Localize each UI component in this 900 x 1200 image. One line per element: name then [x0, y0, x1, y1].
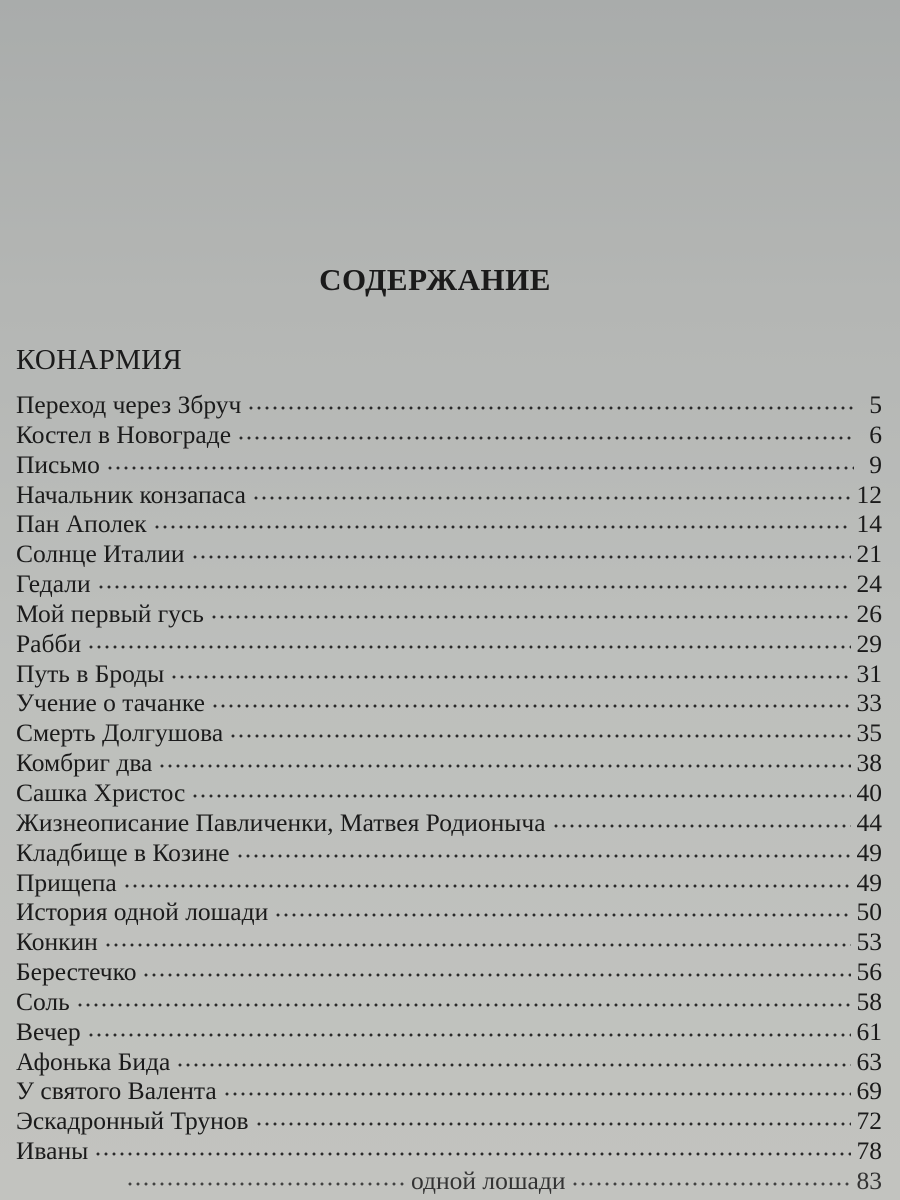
- toc-entry-title: Кладбище в Козине: [16, 837, 230, 867]
- toc-entry-title: Рабби: [16, 628, 82, 658]
- toc-entry: [16, 987, 882, 1017]
- toc-entry-title: Путь в Броды: [16, 658, 165, 688]
- dot-leader: [176, 1061, 850, 1069]
- toc-entry-page: 69: [856, 1076, 882, 1106]
- toc-entry-page: 6: [869, 419, 882, 449]
- toc-entry-page: 31: [856, 658, 882, 688]
- toc-entry: [16, 868, 882, 898]
- dot-leader: [571, 1180, 850, 1188]
- dot-leader: [87, 643, 850, 651]
- toc-entry-page: 40: [856, 777, 882, 807]
- toc-entry-page: 24: [856, 569, 882, 599]
- toc-entry-title: Мой первый гусь: [16, 598, 204, 628]
- toc-entry-page: 9: [869, 449, 882, 479]
- toc-entry-page: 58: [856, 986, 882, 1016]
- dot-leader: [252, 494, 851, 502]
- dot-leader: [170, 673, 850, 681]
- toc-entry-page: 44: [856, 807, 882, 837]
- toc-entry-title: Афонька Бида: [16, 1046, 171, 1076]
- toc-entry-page: 56: [856, 957, 882, 987]
- toc-entry-title: Учение о тачанке: [16, 688, 205, 718]
- dot-leader: [211, 702, 851, 710]
- toc-entry: [16, 808, 882, 838]
- toc-entry-page: 63: [856, 1046, 882, 1076]
- toc-entry-page: 49: [856, 867, 882, 897]
- toc-entry-title: Берестечко: [16, 957, 137, 987]
- toc-entry: [16, 748, 882, 778]
- toc-entry-title: Солнце Италии: [16, 539, 185, 569]
- toc-entry-title: Прищепа: [16, 867, 117, 897]
- toc-entry-title: Жизнеописание Павличенки, Матвея Родионыча: [16, 807, 546, 837]
- toc-entry-page: 38: [856, 748, 882, 778]
- toc-entry-title: Переход через Збруч: [16, 390, 242, 419]
- dot-leader: [552, 822, 851, 830]
- toc-entry-title: Гедали: [16, 569, 91, 599]
- toc-entry-title: У святого Валента: [16, 1076, 217, 1106]
- toc-entry-page: 29: [856, 628, 882, 658]
- toc-entry-partial: [16, 1166, 882, 1196]
- toc-entry-page: 49: [856, 837, 882, 867]
- dot-leader: [191, 792, 850, 800]
- toc-entry-title: Смерть Долгушова: [16, 718, 224, 748]
- toc-entry: [16, 957, 882, 987]
- dot-leader: [158, 762, 850, 770]
- dot-leader: [255, 1120, 851, 1128]
- toc-entry-page: 5: [869, 390, 882, 419]
- dot-leader: [76, 1001, 851, 1009]
- toc-entry-title: Начальник конзапаса: [16, 479, 246, 509]
- dot-leader: [106, 464, 854, 472]
- toc-entry-page: 21: [856, 539, 882, 569]
- dot-leader: [237, 434, 854, 442]
- toc-entry: [16, 927, 882, 957]
- toc-entry: [16, 450, 882, 480]
- toc-entry: [16, 838, 882, 868]
- dot-leader: [229, 732, 850, 740]
- toc-entry-page: 83: [856, 1165, 882, 1195]
- toc-entry-page: 26: [856, 598, 882, 628]
- toc-entry: [16, 390, 882, 420]
- toc-entry-page: 53: [856, 927, 882, 957]
- toc-entry-title: Письмо: [16, 449, 100, 479]
- section-heading: КОНАРМИЯ: [16, 344, 183, 376]
- toc-entry: [16, 1136, 882, 1166]
- toc-entry-page: 50: [856, 897, 882, 927]
- dot-leader: [274, 911, 850, 919]
- toc-entry: [16, 569, 882, 599]
- toc-entry: [16, 599, 882, 629]
- toc-entry: [16, 1017, 882, 1047]
- toc-entry-page: 35: [856, 718, 882, 748]
- toc-entry-page: 33: [856, 688, 882, 718]
- dot-leader: [104, 941, 851, 949]
- toc-entry: [16, 778, 882, 808]
- toc-entry: [16, 688, 882, 718]
- dot-leader: [223, 1090, 851, 1098]
- toc-entry-title: Пан Аполек: [16, 509, 147, 539]
- toc-entry: [16, 1047, 882, 1077]
- dot-leader: [210, 613, 851, 621]
- toc-entry-title: Эскадронный Трунов: [16, 1106, 249, 1136]
- toc-entry: [16, 1106, 882, 1136]
- toc-entry: [16, 718, 882, 748]
- dot-leader: [97, 583, 851, 591]
- toc-entry-title: Сашка Христос: [16, 777, 186, 807]
- toc-entry-title: одной лошади: [411, 1165, 566, 1195]
- dot-leader: [126, 1180, 405, 1188]
- dot-leader: [123, 882, 851, 890]
- toc-entry-page: 12: [856, 479, 882, 509]
- dot-leader: [191, 553, 851, 561]
- toc-entry-title: История одной лошади: [16, 897, 269, 927]
- page-title: СОДЕРЖАНИЕ: [319, 262, 551, 297]
- dot-leader: [153, 523, 851, 531]
- toc-entry: [16, 509, 882, 539]
- toc-entry: [16, 420, 882, 450]
- dot-leader: [87, 1031, 851, 1039]
- toc-entry-title: Конкин: [16, 927, 98, 957]
- toc-entry-title: Комбриг два: [16, 748, 153, 778]
- toc-entry-title: Иваны: [16, 1136, 89, 1166]
- toc-entry: [16, 629, 882, 659]
- dot-leader: [247, 404, 854, 412]
- toc-entry-title: Костел в Новограде: [16, 419, 232, 449]
- toc-entry-page: 78: [856, 1136, 882, 1166]
- toc-entry: [16, 539, 882, 569]
- toc-entry-title: Вечер: [16, 1016, 81, 1046]
- toc-entry: [16, 897, 882, 927]
- toc-entry: [16, 1076, 882, 1106]
- toc-entry-page: 61: [856, 1016, 882, 1046]
- toc-entry: [16, 659, 882, 689]
- dot-leader: [236, 852, 851, 860]
- table-of-contents: [16, 390, 882, 1196]
- dot-leader: [142, 971, 850, 979]
- dot-leader: [94, 1150, 850, 1158]
- toc-entry-page: 14: [856, 509, 882, 539]
- toc-entry-page: 72: [856, 1106, 882, 1136]
- toc-entry: [16, 480, 882, 510]
- toc-entry-title: Соль: [16, 986, 70, 1016]
